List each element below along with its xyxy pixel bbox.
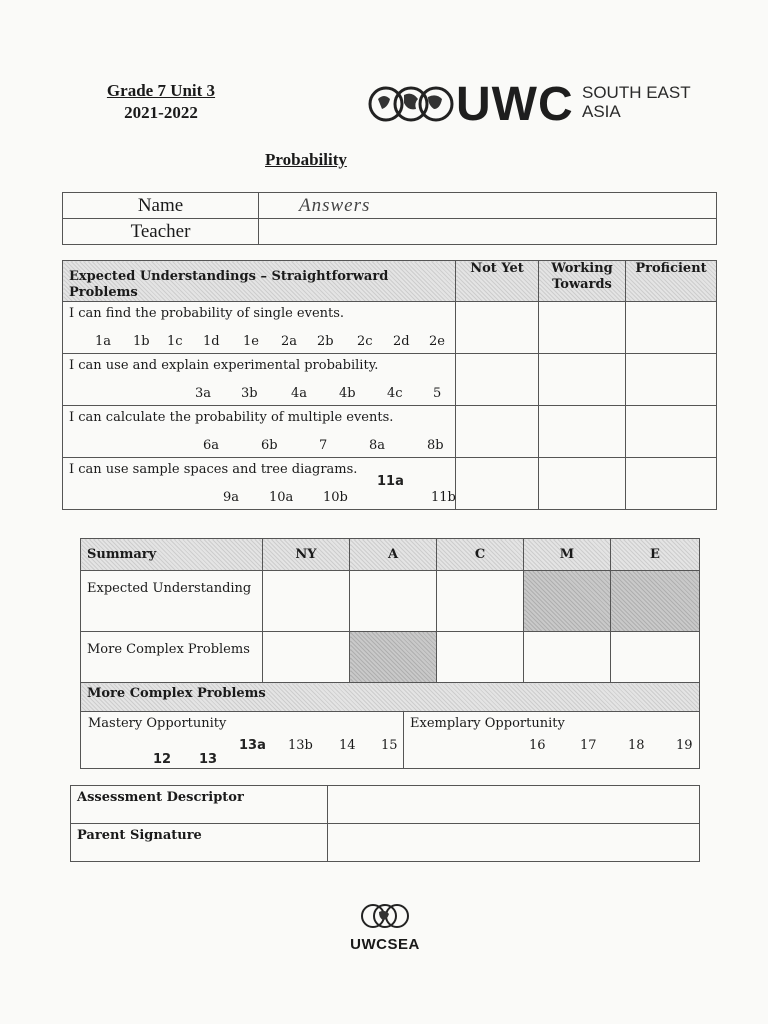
assessment-descriptor-field[interactable] bbox=[328, 786, 700, 824]
question-ref: 2e bbox=[429, 334, 445, 349]
working-towards-header: Working Towards bbox=[539, 261, 626, 302]
name-field[interactable]: Answers bbox=[259, 193, 717, 219]
question-ref: 8a bbox=[369, 438, 386, 453]
not-yet-cell[interactable] bbox=[456, 458, 539, 510]
question-ref: 4a bbox=[291, 386, 308, 401]
working-towards-cell[interactable] bbox=[539, 302, 626, 354]
question-ref: 14 bbox=[339, 738, 356, 753]
question-ref: 3b bbox=[241, 386, 258, 401]
question-ref: 13b bbox=[288, 738, 313, 753]
mastery-label: Mastery Opportunity bbox=[88, 716, 227, 731]
question-ref: 19 bbox=[676, 738, 693, 753]
working-towards-cell[interactable] bbox=[539, 354, 626, 406]
question-ref: 8b bbox=[427, 438, 444, 453]
summary-row bbox=[81, 571, 700, 632]
question-ref: 6a bbox=[203, 438, 220, 453]
question-ref: 1e bbox=[243, 334, 259, 349]
eu-row bbox=[63, 406, 717, 458]
page-title: Probability bbox=[265, 150, 347, 169]
question-ref: 16 bbox=[529, 738, 546, 753]
exemplary-cell bbox=[404, 712, 700, 769]
question-ref: 11b bbox=[431, 490, 456, 505]
eu-item bbox=[63, 406, 456, 458]
question-ref: 2b bbox=[317, 334, 334, 349]
m-cell-shaded bbox=[524, 571, 611, 632]
logo-subtitle-line-1: SOUTH EAST bbox=[582, 83, 691, 102]
not-yet-cell[interactable] bbox=[456, 406, 539, 458]
question-ref-handwritten: 12 bbox=[153, 752, 172, 767]
question-ref: 1c bbox=[167, 334, 183, 349]
question-ref: 9a bbox=[223, 490, 240, 505]
eu-row bbox=[63, 302, 717, 354]
question-ref: 6b bbox=[261, 438, 278, 453]
eu-item bbox=[63, 458, 456, 510]
summary-row-label: More Complex Problems bbox=[81, 632, 263, 693]
c-header: C bbox=[437, 539, 524, 571]
question-ref: 1d bbox=[203, 334, 220, 349]
school-logo bbox=[368, 78, 713, 132]
e-header: E bbox=[611, 539, 700, 571]
question-ref: 2d bbox=[393, 334, 410, 349]
mastery-cell bbox=[81, 712, 404, 769]
question-ref: 7 bbox=[319, 438, 328, 453]
a-cell[interactable] bbox=[350, 571, 437, 632]
question-ref: 5 bbox=[433, 386, 442, 401]
question-ref: 2c bbox=[357, 334, 373, 349]
c-cell[interactable] bbox=[437, 571, 524, 632]
assessment-descriptor-label: Assessment Descriptor bbox=[71, 786, 328, 824]
parent-signature-label: Parent Signature bbox=[71, 824, 328, 862]
summary-header: Summary bbox=[81, 539, 263, 571]
logo-wordmark: UWC bbox=[456, 78, 574, 131]
footer-logo bbox=[340, 902, 430, 953]
working-towards-cell[interactable] bbox=[539, 406, 626, 458]
assessment-table bbox=[70, 785, 700, 862]
proficient-cell[interactable] bbox=[626, 302, 717, 354]
eu-row bbox=[63, 354, 717, 406]
proficient-cell[interactable] bbox=[626, 406, 717, 458]
expected-understandings-table bbox=[62, 260, 717, 510]
globe-rings-icon bbox=[368, 81, 454, 127]
question-ref: 18 bbox=[628, 738, 645, 753]
eu-statement: I can calculate the probability of multiple events. bbox=[69, 410, 394, 425]
logo-subtitle-line-2: ASIA bbox=[582, 102, 621, 121]
summary-table bbox=[80, 538, 700, 693]
proficient-header: Proficient bbox=[626, 261, 717, 302]
eu-statement: I can find the probability of single events. bbox=[69, 306, 345, 321]
proficient-cell[interactable] bbox=[626, 354, 717, 406]
eu-row bbox=[63, 458, 717, 510]
question-ref: 10b bbox=[323, 490, 348, 505]
question-ref: 17 bbox=[580, 738, 597, 753]
eu-item bbox=[63, 302, 456, 354]
question-ref: 1a bbox=[95, 334, 112, 349]
question-ref: 2a bbox=[281, 334, 298, 349]
a-header: A bbox=[350, 539, 437, 571]
question-ref: 15 bbox=[381, 738, 398, 753]
parent-signature-field[interactable] bbox=[328, 824, 700, 862]
not-yet-cell[interactable] bbox=[456, 354, 539, 406]
not-yet-header: Not Yet bbox=[456, 261, 539, 302]
globe-rings-icon bbox=[359, 902, 411, 930]
logo-subtitle bbox=[582, 83, 691, 121]
question-ref: 10a bbox=[269, 490, 294, 505]
exemplary-label: Exemplary Opportunity bbox=[410, 716, 565, 731]
question-ref: 4b bbox=[339, 386, 356, 401]
not-yet-cell[interactable] bbox=[456, 302, 539, 354]
teacher-field[interactable] bbox=[259, 219, 717, 245]
footer-text: UWCSEA bbox=[350, 936, 420, 953]
working-towards-cell[interactable] bbox=[539, 458, 626, 510]
question-ref: 4c bbox=[387, 386, 403, 401]
question-ref-handwritten: 13 bbox=[199, 752, 218, 767]
m-header: M bbox=[524, 539, 611, 571]
eu-item bbox=[63, 354, 456, 406]
eu-header: Expected Understandings – Straightforward Problems bbox=[63, 261, 456, 302]
name-label: Name bbox=[63, 193, 259, 219]
teacher-label: Teacher bbox=[63, 219, 259, 245]
complex-header: More Complex Problems bbox=[81, 683, 700, 712]
ny-cell[interactable] bbox=[263, 571, 350, 632]
summary-row-label: Expected Understanding bbox=[81, 571, 263, 632]
course-title: Grade 7 Unit 3 bbox=[106, 81, 216, 100]
complex-problems-table bbox=[80, 682, 700, 769]
question-ref-handwritten: 11a bbox=[377, 474, 404, 489]
name-table bbox=[62, 192, 717, 245]
eu-statement: I can use sample spaces and tree diagrams. bbox=[69, 462, 358, 477]
question-ref: 3a bbox=[195, 386, 212, 401]
eu-statement: I can use and explain experimental probability. bbox=[69, 358, 379, 373]
ny-header: NY bbox=[263, 539, 350, 571]
proficient-cell[interactable] bbox=[626, 458, 717, 510]
course-year: 2021-2022 bbox=[124, 103, 198, 122]
course-heading bbox=[96, 80, 226, 124]
question-ref: 1b bbox=[133, 334, 150, 349]
question-ref-handwritten: 13a bbox=[239, 738, 266, 753]
e-cell-shaded bbox=[611, 571, 700, 632]
